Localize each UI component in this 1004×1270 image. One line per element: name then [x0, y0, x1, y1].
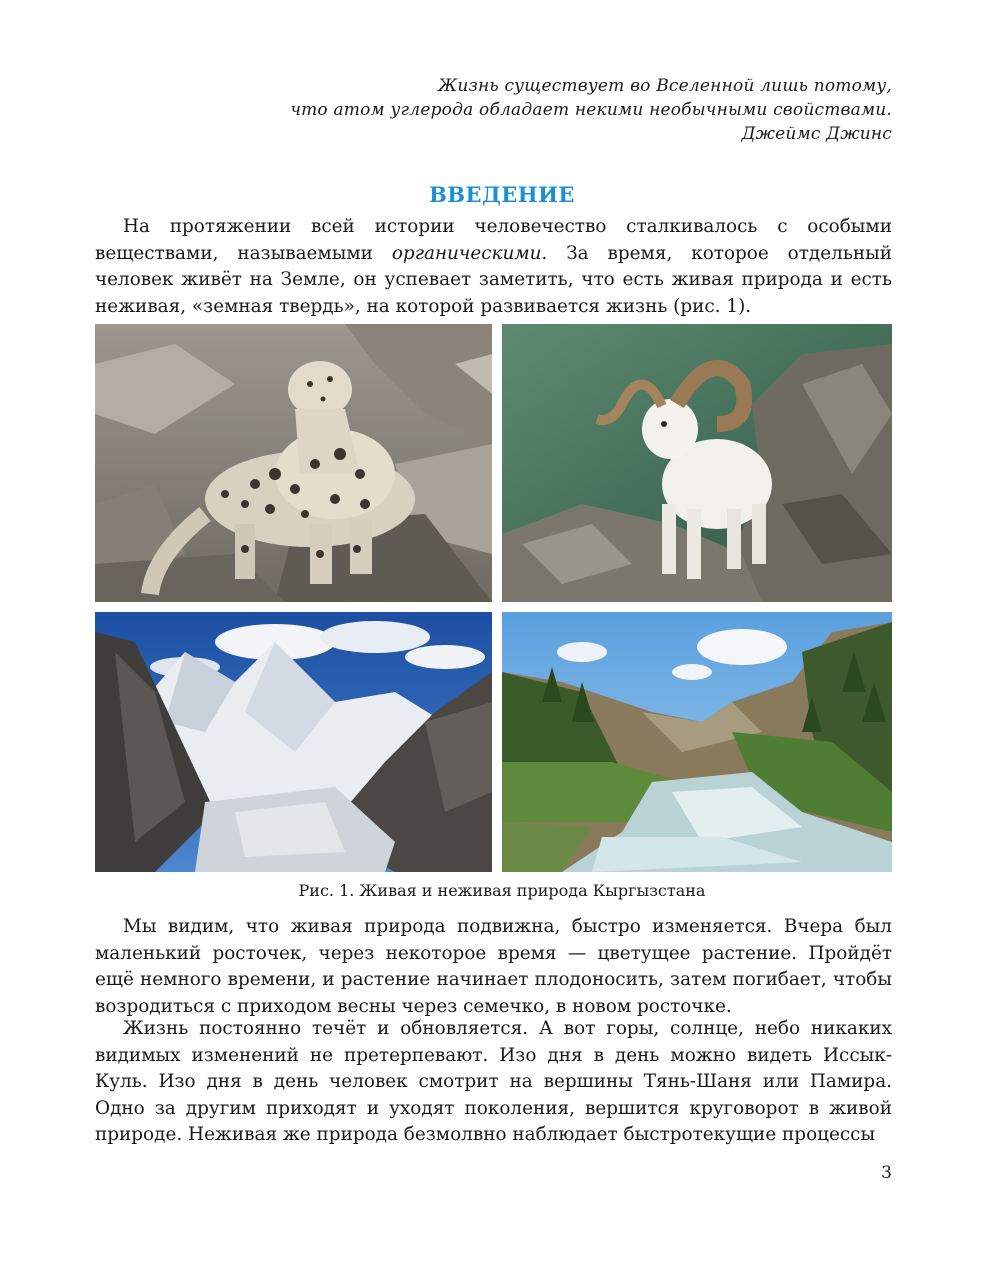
paragraph-intro-emphasis: органическими — [391, 242, 542, 264]
paragraph-intro-end: . За время, которое отдельный человек живёт на Земле, он успевает заметить, что есть живая природа и есть неживая, «земная твердь», на которой развивается жизнь (рис. 1). — [95, 242, 892, 317]
snow-leopard-photo — [95, 324, 492, 602]
paragraph-intro — [95, 214, 892, 320]
page-number: 3 — [881, 1163, 892, 1183]
section-heading: ВВЕДЕНИЕ — [429, 182, 575, 207]
paragraph-intro-start: На протяжении всей истории человечество сталкивалось с особыми веществами, называемыми — [95, 216, 892, 264]
paragraph-life-flows — [95, 1016, 892, 1149]
epigraph-line-2: что атом углерода обладает некими необычными свойствами. — [290, 100, 892, 120]
mountain-river-photo — [502, 612, 892, 872]
paragraph-living-nature-text: Мы видим, что живая природа подвижна, быстро изменяется. Вчера был маленький росточек, через некоторое время — цветущее растение. Пройдёт ещё немного времени, и растение начинает плодоносить, затем погибает, чтобы возродиться с приходом весны через семечко, в новом росточке. — [95, 916, 892, 1017]
epigraph — [290, 74, 892, 146]
epigraph-line-1: Жизнь существует во Вселенной лишь потому, — [438, 76, 892, 96]
epigraph-author: Джеймс Джинс — [741, 124, 892, 144]
figure-caption: Рис. 1. Живая и неживая природа Кыргызстана — [298, 881, 706, 900]
paragraph-life-flows-text: Жизнь постоянно течёт и обновляется. А вот горы, солнце, небо никаких видимых изменений не претерпевают. Изо дня в день можно видеть Иссык-Куль. Изо дня в день человек смотрит на вершины Тянь-Шаня или Памира. Одно за другим приходят и уходят поколения, вершится круговорот в живой природе. Неживая же природа безмолвно наблюдает быстротекущие процессы — [95, 1018, 892, 1146]
paragraph-living-nature — [95, 914, 892, 1020]
glacier-mountains-photo — [95, 612, 492, 872]
mountain-ram-photo — [502, 324, 892, 602]
